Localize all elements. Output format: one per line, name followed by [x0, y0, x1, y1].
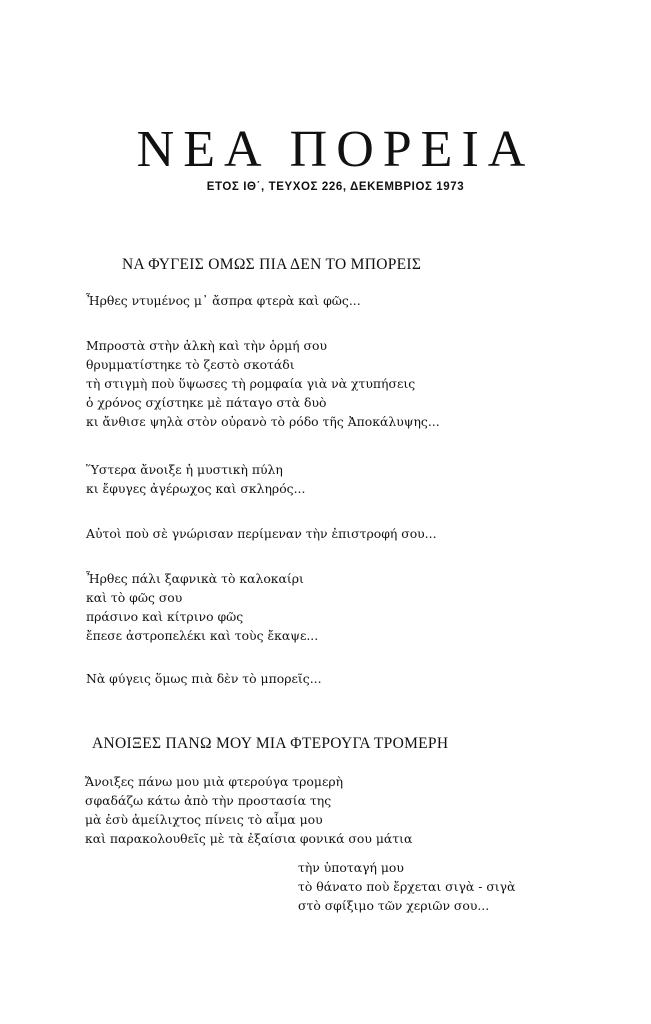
- verse-line: καὶ παρακολουθεῖς μὲ τὰ ἐξαίσια φονικά σου μάτια: [85, 831, 413, 846]
- verse-line: τὴ στιγμὴ ποὺ ὕψωσες τὴ ρομφαία γιὰ νὰ χτυπήσεις: [86, 376, 416, 391]
- verse-line: ὁ χρόνος σχίστηκε μὲ πάταγο στὰ δυὸ: [86, 395, 327, 410]
- verse-line: ἔπεσε ἀστροπελέκι καὶ τοὺς ἔκαψε...: [86, 628, 319, 643]
- verse-line: τὴν ὑποταγή μου: [298, 860, 404, 875]
- verse-line: σφαδάζω κάτω ἀπὸ τὴν προστασία της: [85, 793, 332, 808]
- verse-line: κι ἔφυγες ἀγέρωχος καὶ σκληρός...: [86, 481, 306, 496]
- verse-line: μὰ ἐσὺ ἀμείλιχτος πίνεις τὸ αἷμα μου: [85, 812, 323, 827]
- poem2-indented-stanza: [298, 858, 515, 915]
- poem2-stanza: [85, 772, 412, 848]
- poem1-stanza-2: [86, 336, 440, 431]
- verse-line: Μπροστὰ στὴν ἀλκὴ καὶ τὴν ὁρμή σου: [86, 338, 327, 353]
- verse-line: Αὐτοὶ ποὺ σὲ γνώρισαν περίμεναν τὴν ἐπιστροφή σου...: [86, 526, 437, 541]
- verse-line: Ἦρθες ντυμένος μ᾿ ἄσπρα φτερὰ καὶ φῶς...: [86, 293, 361, 308]
- verse-line: πράσινο καὶ κίτρινο φῶς: [86, 609, 244, 624]
- verse-line: Ἦρθες πάλι ξαφνικὰ τὸ καλοκαίρι: [86, 571, 304, 586]
- magazine-title: ΝΕΑ ΠΟΡΕΙΑ: [136, 121, 535, 178]
- verse-line: θρυμματίστηκε τὸ ζεστὸ σκοτάδι: [86, 357, 295, 372]
- verse-line: Ἄνοιξες πάνω μου μιὰ φτερούγα τρομερὴ: [85, 774, 344, 789]
- poem1-stanza-6: [86, 669, 322, 688]
- verse-line: Νὰ φύγεις ὅμως πιὰ δὲν τὸ μπορεῖς...: [86, 671, 322, 686]
- poem1-title: ΝΑ ΦΥΓΕΙΣ ΟΜΩΣ ΠΙΑ ΔΕΝ ΤΟ ΜΠΟΡΕΙΣ: [122, 256, 422, 273]
- poem1-stanza-4: [86, 524, 437, 543]
- verse-line: κι ἄνθισε ψηλὰ στὸν οὐρανὸ τὸ ρόδο τῆς Ἀποκάλυψης...: [86, 414, 440, 429]
- poem1-stanza-5: [86, 569, 318, 645]
- poem2-title: ΑΝΟΙΞΕΣ ΠΑΝΩ ΜΟΥ ΜΙΑ ΦΤΕΡΟΥΓΑ ΤΡΟΜΕΡΗ: [92, 735, 449, 752]
- issue-line: ΕΤΟΣ ΙΘ΄, ΤΕΥΧΟΣ 226, ΔΕΚΕΜΒΡΙΟΣ 1973: [206, 181, 465, 193]
- poem1-stanza-1: [86, 291, 361, 310]
- poem1-stanza-3: [86, 460, 305, 498]
- verse-line: στὸ σφίξιμο τῶν χεριῶν σου...: [298, 898, 490, 913]
- verse-line: καὶ τὸ φῶς σου: [86, 590, 183, 605]
- verse-line: Ὕστερα ἄνοιξε ἡ μυστικὴ πύλη: [86, 462, 283, 477]
- verse-line: τὸ θάνατο ποὺ ἔρχεται σιγὰ - σιγὰ: [298, 879, 516, 894]
